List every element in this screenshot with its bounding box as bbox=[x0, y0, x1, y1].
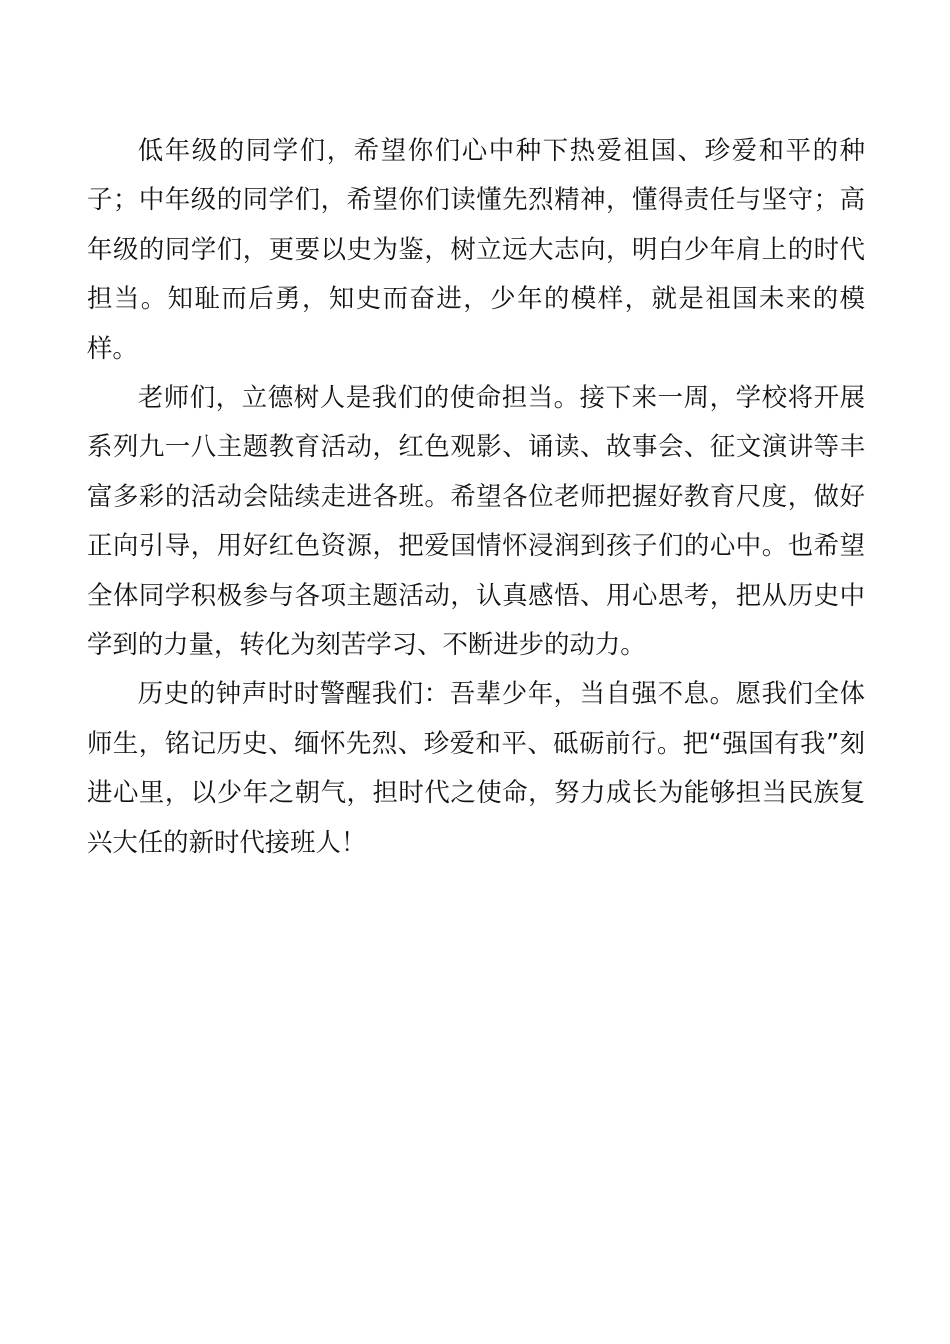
document-body bbox=[87, 126, 865, 867]
paragraph-teachers: 老师们，立德树人是我们的使命担当。接下来一周，学校将开展系列九一八主题教育活动，红色观影、诵读、故事会、征文演讲等丰富多彩的活动会陆续走进各班。希望各位老师把握好教育尺度，做好正向引导，用好红色资源，把爱国情怀浸润到孩子们的心中。也希望全体同学积极参与各项主题活动，认真感悟、用心思考，把从历史中学到的力量，转化为刻苦学习、不断进步的动力。 bbox=[87, 382, 865, 660]
paragraph-closing: 历史的钟声时时警醒我们：吾辈少年，当自强不息。愿我们全体师生，铭记历史、缅怀先烈、珍爱和平、砥砺前行。把“强国有我”刻进心里，以少年之朝气，担时代之使命，努力成长为能够担当民族复兴大任的新时代接班人！ bbox=[87, 678, 865, 857]
paragraph-lower-grades: 低年级的同学们，希望你们心中种下热爱祖国、珍爱和平的种子；中年级的同学们，希望你们读懂先烈精神，懂得责任与坚守；高年级的同学们，更要以史为鉴，树立远大志向，明白少年肩上的时代担当。知耻而后勇，知史而奋进，少年的模样，就是祖国未来的模样。 bbox=[87, 135, 865, 363]
